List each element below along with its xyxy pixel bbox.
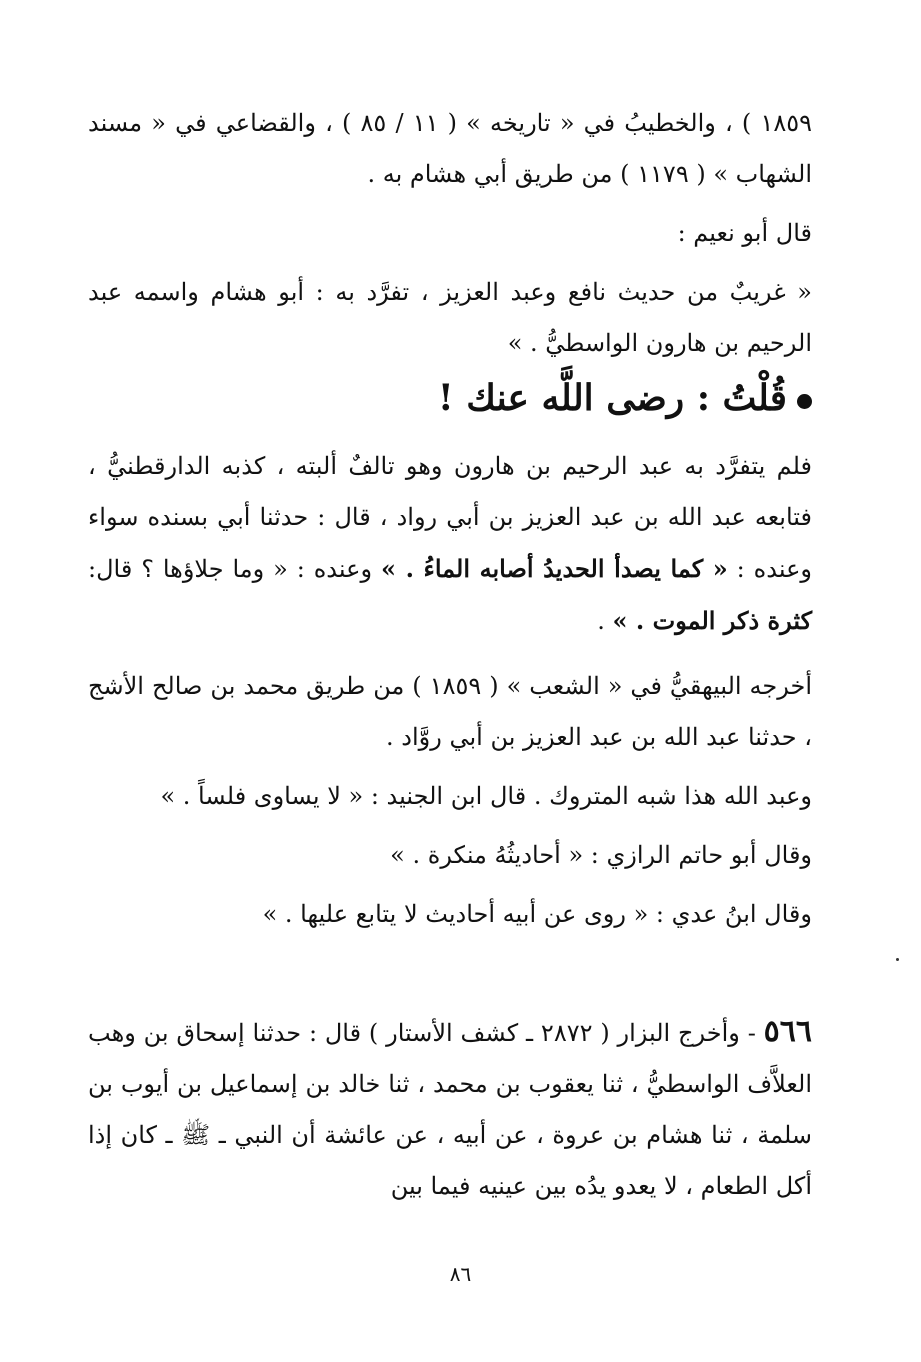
paragraph-abu-nuaym-intro: قال أبو نعيم : xyxy=(677,219,812,247)
paragraph-bayhaqi: أخرجه البيهقيُّ في « الشعب » ( ١٨٥٩ ) من طريق محمد بن صالح الأشج ، حدثنا عبد الله بن عبد العزيز بن أبي روَّاد . xyxy=(88,672,813,751)
follow-up-quote-rust: « كما يصدأ الحديدُ أصابه الماءُ . » xyxy=(380,554,728,583)
paragraph-abu-hatim: وقال أبو حاتم الرازي : « أحاديثُهُ منكرة . » xyxy=(390,841,812,869)
hadith-number: ٥٦٦ xyxy=(763,1014,812,1049)
paragraph-hadith-566 xyxy=(88,1006,812,1212)
bullet-icon xyxy=(797,394,812,409)
paragraph-ibn-junayd: وعبد الله هذا شبه المتروك . قال ابن الجنيد : « لا يساوى فلساً . » xyxy=(160,782,812,810)
section-heading xyxy=(88,369,812,427)
hadith-text: - وأخرج البزار ( ٢٨٧٢ ـ كشف الأستار ) قال : حدثنا إسحاق بن وهب العلاَّف الواسطيُّ ، ثنا يعقوب بن محمد ، ثنا خالد بن إسماعيل بن أيوب بن سلمة ، ثنا هشام بن عروة ، عن أبيه ، عن عائشة أن النبي ـ ﷺ ـ كان إذا أكل الطعام ، لا يعدو يدُه بين عينيه فيما بين xyxy=(88,1019,812,1200)
scan-speck xyxy=(896,958,899,961)
follow-up-text-e: . xyxy=(597,607,613,635)
follow-up-text-c: وعنده : « وما جلاؤها ؟ قال: xyxy=(88,555,381,583)
paragraph-follow-up xyxy=(88,441,812,647)
paragraph-ibn-adi: وقال ابنُ عدي : « روى عن أبيه أحاديث لا يتابع عليها . » xyxy=(262,900,812,928)
page-number: ٨٦ xyxy=(449,1262,472,1286)
heading-text: قُلْتُ : رضى اللَّه عنك ! xyxy=(437,377,787,419)
paragraph-abu-nuaym-quote: « غريبٌ من حديث نافع وعبد العزيز ، تفرَّد به : أبو هشام واسمه عبد الرحيم بن هارون الواسطيُّ . » xyxy=(88,278,812,357)
paragraph-sources: ١٨٥٩ ) ، والخطيبُ في « تاريخه » ( ١١ / ٨٥ ) ، والقضاعي في « مسند الشهاب » ( ١١٧٩ ) من طريق أبي هشام به . xyxy=(88,109,813,188)
follow-up-quote-death: كثرة ذكر الموت . » xyxy=(612,606,812,635)
page-body xyxy=(88,98,812,1212)
follow-up-text-a: فلم يتفرَّد به عبد الرحيم بن هارون وهو تالفٌ ألبته ، كذبه الدارقطنيُّ ، فتابعه عبد الله بن عبد العزيز بن أبي رواد ، قال : حدثنا أبي بسنده سواء وعنده : xyxy=(88,452,812,583)
